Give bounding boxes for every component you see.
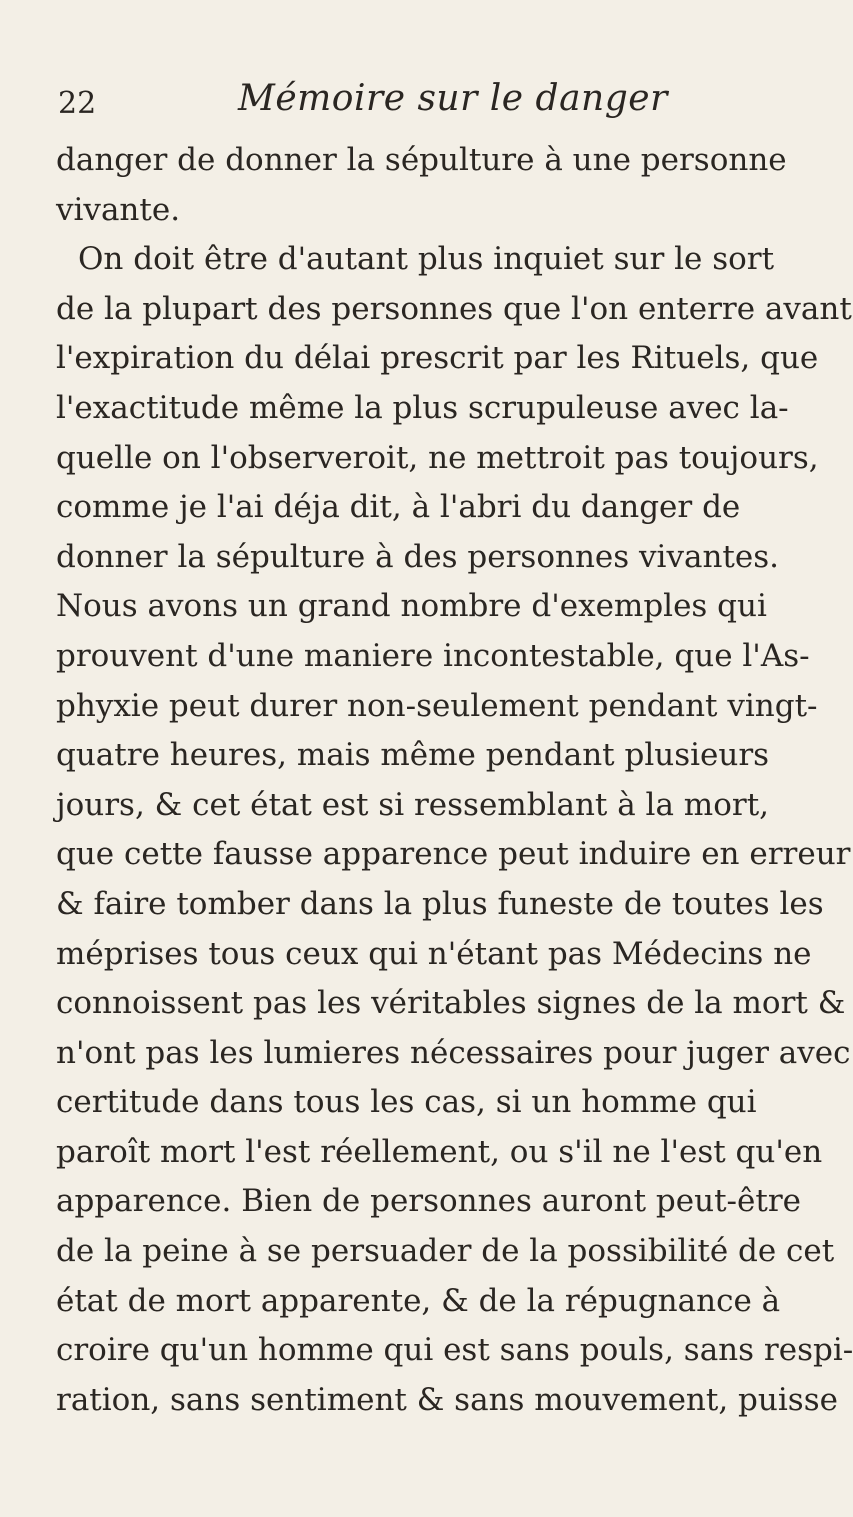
text-line: quelle on l'observeroit, ne mettroit pas toujours,	[56, 439, 819, 476]
text-line: On doit être d'autant plus inquiet sur le sort	[78, 241, 775, 278]
text-line: que cette fausse apparence peut induire en erreur	[56, 836, 851, 873]
text-line: donner la sépulture à des personnes vivantes.	[56, 538, 779, 575]
text-line: n'ont pas les lumieres nécessaires pour juger avec	[56, 1034, 851, 1071]
text-line: jours, & cet état est si ressemblant à la mort,	[56, 786, 769, 823]
text-line: croire qu'un homme qui est sans pouls, sans respi-	[56, 1332, 853, 1369]
text-line: certitude dans tous les cas, si un homme qui	[56, 1084, 757, 1121]
text-line: comme je l'ai déja dit, à l'abri du danger de	[56, 489, 741, 526]
text-line: apparence. Bien de personnes auront peut-être	[56, 1183, 801, 1220]
page-header	[58, 78, 740, 138]
page-number: 22	[58, 86, 97, 121]
text-line: & faire tomber dans la plus funeste de toutes les	[56, 885, 824, 922]
text-line: connoissent pas les véritables signes de la mort &	[56, 985, 846, 1022]
text-line: vivante.	[56, 191, 181, 228]
text-line: phyxie peut durer non-seulement pendant vingt-	[56, 687, 818, 724]
body-text	[56, 136, 853, 1425]
text-line: Nous avons un grand nombre d'exemples qui	[56, 588, 767, 625]
text-line: de la plupart des personnes que l'on enterre avant	[56, 290, 852, 327]
text-line: prouvent d'une maniere incontestable, que l'As-	[56, 637, 810, 674]
text-line: l'expiration du délai prescrit par les Rituels, que	[56, 340, 819, 377]
text-line: de la peine à se persuader de la possibilité de cet	[56, 1233, 835, 1270]
text-line: quatre heures, mais même pendant plusieurs	[56, 737, 770, 774]
text-line: état de mort apparente, & de la répugnance à	[56, 1282, 781, 1319]
text-line: méprises tous ceux qui n'étant pas Médecins ne	[56, 935, 812, 972]
text-line: ration, sans sentiment & sans mouvement, puisse	[56, 1381, 838, 1418]
text-line: danger de donner la sépulture à une personne	[56, 142, 787, 178]
text-line: paroît mort l'est réellement, ou s'il ne l'est qu'en	[56, 1133, 823, 1170]
running-title: Mémoire sur le danger	[238, 78, 668, 119]
text-line: l'exactitude même la plus scrupuleuse avec la-	[56, 389, 789, 426]
